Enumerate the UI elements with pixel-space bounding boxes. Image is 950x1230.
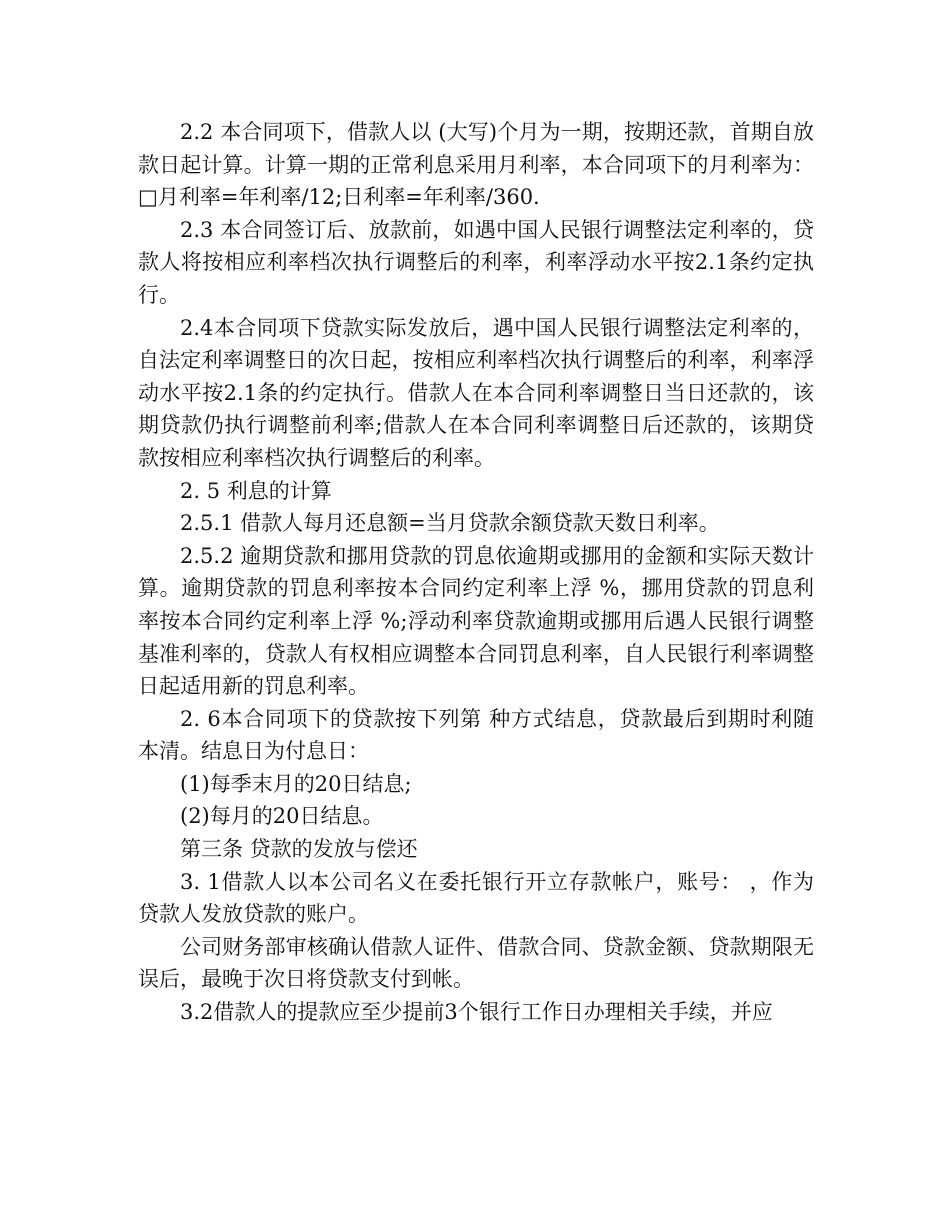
paragraph-3-2: 3.2借款人的提款应至少提前3个银行工作日办理相关手续，并应 bbox=[180, 1000, 773, 1025]
paragraph-option-1: (1)每季末月的20日结息; bbox=[180, 771, 412, 796]
paragraph-finance-review: 公司财务部审核确认借款人证件、借款合同、贷款金额、贷款期限无误后，最晚于次日将贷款支付到帐。 bbox=[138, 934, 814, 992]
paragraph-2-5-heading: 2. 5 利息的计算 bbox=[180, 478, 332, 503]
paragraph-3-1: 3. 1借款人以本公司名义在委托银行开立存款帐户，账号： ，作为贷款人发放贷款的账户。 bbox=[138, 869, 814, 927]
paragraph-2-4: 2.4本合同项下贷款实际发放后，遇中国人民银行调整法定利率的，自法定利率调整日的次日起，按相应利率档次执行调整后的利率，利率浮动水平按2.1条的约定执行。借款人在本合同利率调整日当日还款的，该期贷款仍执行调整前利率;借款人在本合同利率调整日后还款的，该期贷款按相应利率档次执行调整后的利率。 bbox=[138, 315, 814, 470]
document-body bbox=[138, 116, 814, 1029]
paragraph-2-3: 2.3 本合同签订后、放款前，如遇中国人民银行调整法定利率的，贷款人将按相应利率档次执行调整后的利率，利率浮动水平按2.1条约定执行。 bbox=[138, 217, 814, 307]
paragraph-2-5-2: 2.5.2 逾期贷款和挪用贷款的罚息依逾期或挪用的金额和实际天数计算。逾期贷款的罚息利率按本合同约定利率上浮 %，挪用贷款的罚息利率按本合同约定利率上浮 %;浮动利率贷款逾期或挪用后遇人民银行调整基准利率的，贷款人有权相应调整本合同罚息利率，自人民银行利率调整日起适用新的罚息利率。 bbox=[138, 543, 814, 699]
paragraph-2-6: 2. 6本合同项下的贷款按下列第 种方式结息，贷款最后到期时利随本清。结息日为付息日： bbox=[138, 706, 814, 764]
paragraph-2-5-1: 2.5.1 借款人每月还息额=当月贷款余额贷款天数日利率。 bbox=[180, 511, 720, 536]
article-3-heading: 第三条 贷款的发放与偿还 bbox=[180, 837, 418, 862]
paragraph-2-2: 2.2 本合同项下，借款人以 (大写)个月为一期，按期还款，首期自放款日起计算。计算一期的正常利息采用月利率，本合同项下的月利率为：□月利率=年利率/12;日利率=年利率/360. bbox=[138, 120, 814, 210]
paragraph-option-2: (2)每月的20日结息。 bbox=[180, 804, 384, 829]
